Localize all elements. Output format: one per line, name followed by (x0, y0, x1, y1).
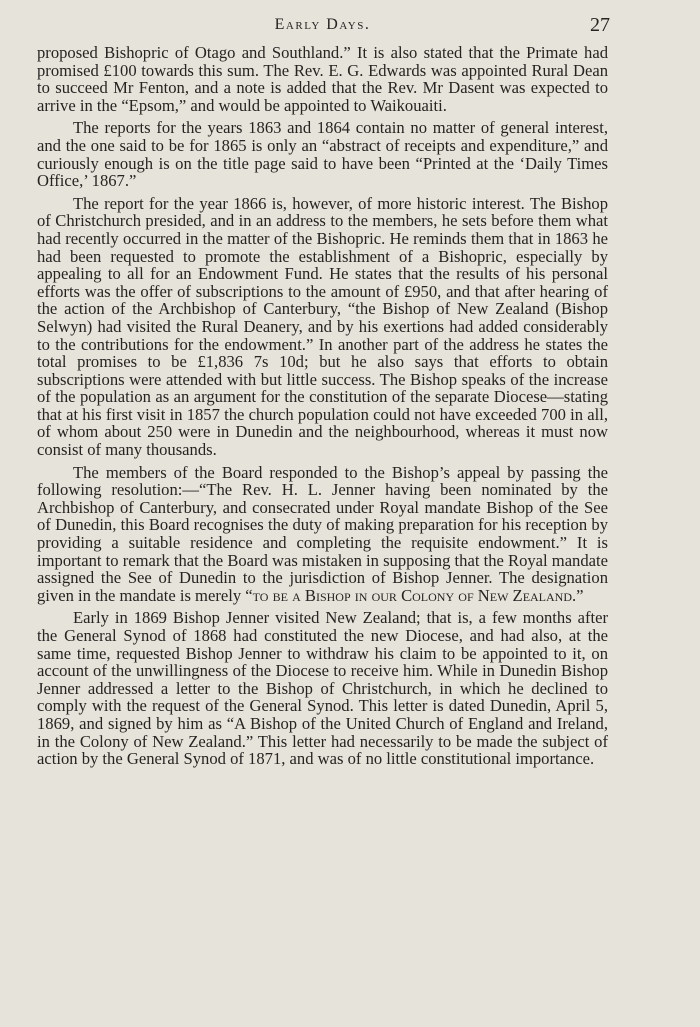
paragraph-reports: The reports for the years 1863 and 1864 contain no matter of general interest, and the one said to be for 1865 is only an “abstract of receipts and expenditure,” and curiously enough is on the title page said to have been “Printed at the ‘Daily Times Office,’ 1867.” (37, 118, 608, 191)
running-title: Early Days. (274, 16, 371, 33)
paragraph-report-1866: The report for the year 1866 is, however, of more historic interest. The Bishop of Christchurch presided, and in an address to the members, he sets before them what had recently occurred in the matter of the Bishopric. He reminds them that in 1863 he had been requested to promote the establishment of a Bishopric, especially by appealing to all for an Endowment Fund. He states that the results of his personal efforts was the offer of subscriptions to the amount of £950, and that after hearing of the action of the Archbishop of Canterbury, “the Bishop of New Zealand (Bishop Selwyn) had visited the Rural Deanery, and by his exertions had added considerably to the contributions for the endowment.” In another part of the address he states the total promises to be £1,836 7s 10d; but he also says that efforts to obtain subscriptions were attended with but little success. The Bishop speaks of the increase of the population as an argument for the constitution of the separate Diocese—stating that at his first visit in 1857 the church population could not have exceeded 700 in all, of whom about 250 were in Dunedin and the neighbourhood, whereas it must now consist of many thousands. (37, 193, 608, 460)
paragraph-early-1869: Early in 1869 Bishop Jenner visited New Zealand; that is, a few months after the General Synod of 1868 had constituted the new Diocese, and had also, at the same time, requested Bishop Jenner to withdraw his claim to be appointed to it, on account of the unwillingness of the Diocese to receive him. While in Dunedin Bishop Jenner addressed a letter to the Bishop of Christchurch, in which he declined to comply with the request of the General Synod. This letter is dated Dunedin, April 5, 1869, and signed by him as “A Bishop of the United Church of England and Ireland, in the Colony of New Zealand.” This letter had necessarily to be made the subject of action by the General Synod of 1871, and was of no little constitutional importance. (37, 608, 608, 769)
resolution-closing-quote: ” (576, 585, 584, 605)
paragraph-board-resolution (37, 464, 608, 605)
paragraph-continued: proposed Bishopric of Otago and Southland.” It is also stated that the Primate had promised £100 towards this sum. The Rev. E. G. Edwards was appointed Rural Dean to succeed Mr Fenton, and a note is added that the Rev. Mr Dasent was expected to arrive in the “Epsom,” and would be appointed to Waikouaiti. (37, 43, 608, 115)
resolution-text: The members of the Board responded to the Bishop’s appeal by passing the following resolution:—“The Rev. H. L. Jenner having been nominated by the Archbishop of Canterbury, and consecrated under Royal mandate Bishop of the See of Dunedin, this Board recognises the duty of making preparation for his reception by providing a suitable residence and completing the requisite endowment.” It is important to remark that the Board was mistaken in supposing that the Royal mandate assigned the See of Dunedin to the jurisdiction of Bishop Jenner. The designation given in the mandate is merely “ (37, 462, 608, 605)
running-head (37, 14, 608, 44)
body-text (37, 44, 608, 768)
page-number: 27 (590, 14, 610, 36)
mandate-designation: to be a Bishop in our Colony of New Zealand. (252, 585, 577, 605)
